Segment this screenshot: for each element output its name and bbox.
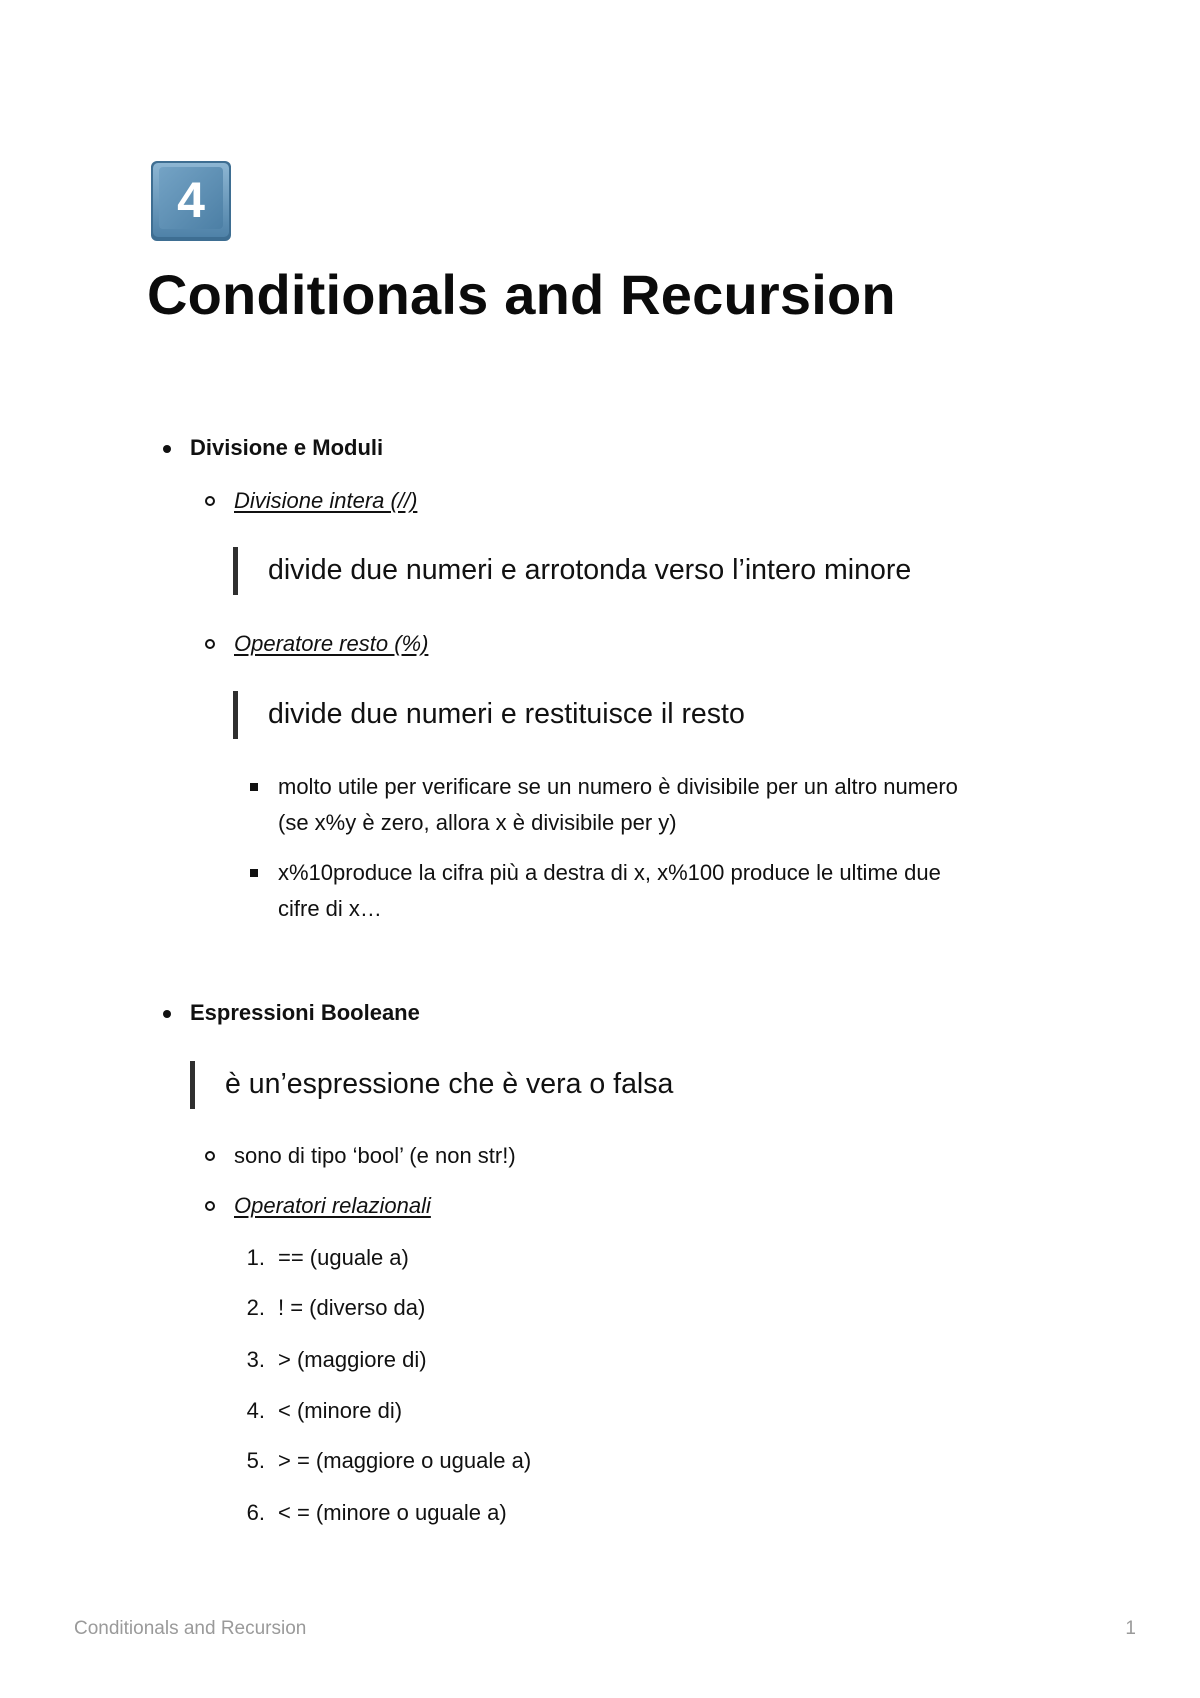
integer-division-quote: divide due numeri e arrotonda verso l’intero minore bbox=[268, 554, 912, 586]
operator-item: > = (maggiore o uguale a) bbox=[278, 1448, 532, 1473]
bullet-disc bbox=[163, 1010, 171, 1018]
operator-item: == (uguale a) bbox=[278, 1245, 409, 1270]
section-heading-division: Divisione e Moduli bbox=[190, 435, 384, 460]
relational-operators-link[interactable]: Operatori relazionali bbox=[234, 1193, 431, 1218]
modulus-note-1-line-1: molto utile per verificare se un numero è divisibile per un altro numero bbox=[278, 774, 958, 799]
integer-division-link[interactable]: Divisione intera (//) bbox=[234, 488, 418, 513]
quote-bar bbox=[233, 691, 238, 739]
page-number: 1 bbox=[1125, 1618, 1136, 1639]
list-number: 3. bbox=[246, 1347, 265, 1372]
section-heading-boolean: Espressioni Booleane bbox=[190, 1000, 420, 1025]
bullet-disc bbox=[163, 445, 171, 453]
bullet-circle bbox=[205, 639, 215, 649]
bullet-square bbox=[250, 869, 258, 877]
quote-bar bbox=[190, 1061, 195, 1109]
list-number: 1. bbox=[246, 1245, 265, 1270]
keycap-digit-four-icon bbox=[150, 160, 232, 242]
modulus-note-2-line-2: cifre di x… bbox=[278, 896, 382, 921]
list-number: 2. bbox=[246, 1295, 265, 1320]
bullet-circle bbox=[205, 1201, 215, 1211]
bool-type-note: sono di tipo ‘bool’ (e non str!) bbox=[234, 1143, 516, 1168]
modulus-note-1-line-2: (se x%y è zero, allora x è divisibile per y) bbox=[278, 810, 677, 835]
list-number: 4. bbox=[246, 1398, 265, 1423]
modulus-operator-link[interactable]: Operatore resto (%) bbox=[234, 631, 429, 656]
page-title: Conditionals and Recursion bbox=[147, 263, 896, 326]
operator-item: > (maggiore di) bbox=[278, 1347, 427, 1372]
operator-item: ! = (diverso da) bbox=[278, 1295, 426, 1320]
quote-bar bbox=[233, 547, 238, 595]
bullet-square bbox=[250, 783, 258, 791]
list-number: 5. bbox=[246, 1448, 265, 1473]
operator-item: < (minore di) bbox=[278, 1398, 403, 1423]
modulus-note-1 bbox=[278, 769, 958, 841]
modulus-note-2-line-1: x%10produce la cifra più a destra di x, x%100 produce le ultime due bbox=[278, 860, 941, 885]
operator-item: < = (minore o uguale a) bbox=[278, 1500, 507, 1525]
footer-title: Conditionals and Recursion bbox=[74, 1618, 307, 1639]
modulus-note-2 bbox=[278, 855, 941, 927]
boolean-quote: è un’espressione che è vera o falsa bbox=[225, 1068, 674, 1100]
bullet-circle bbox=[205, 1151, 215, 1161]
bullet-circle bbox=[205, 496, 215, 506]
list-number: 6. bbox=[246, 1500, 265, 1525]
keycap-digit: 4 bbox=[177, 172, 205, 228]
modulus-quote: divide due numeri e restituisce il resto bbox=[268, 698, 745, 730]
